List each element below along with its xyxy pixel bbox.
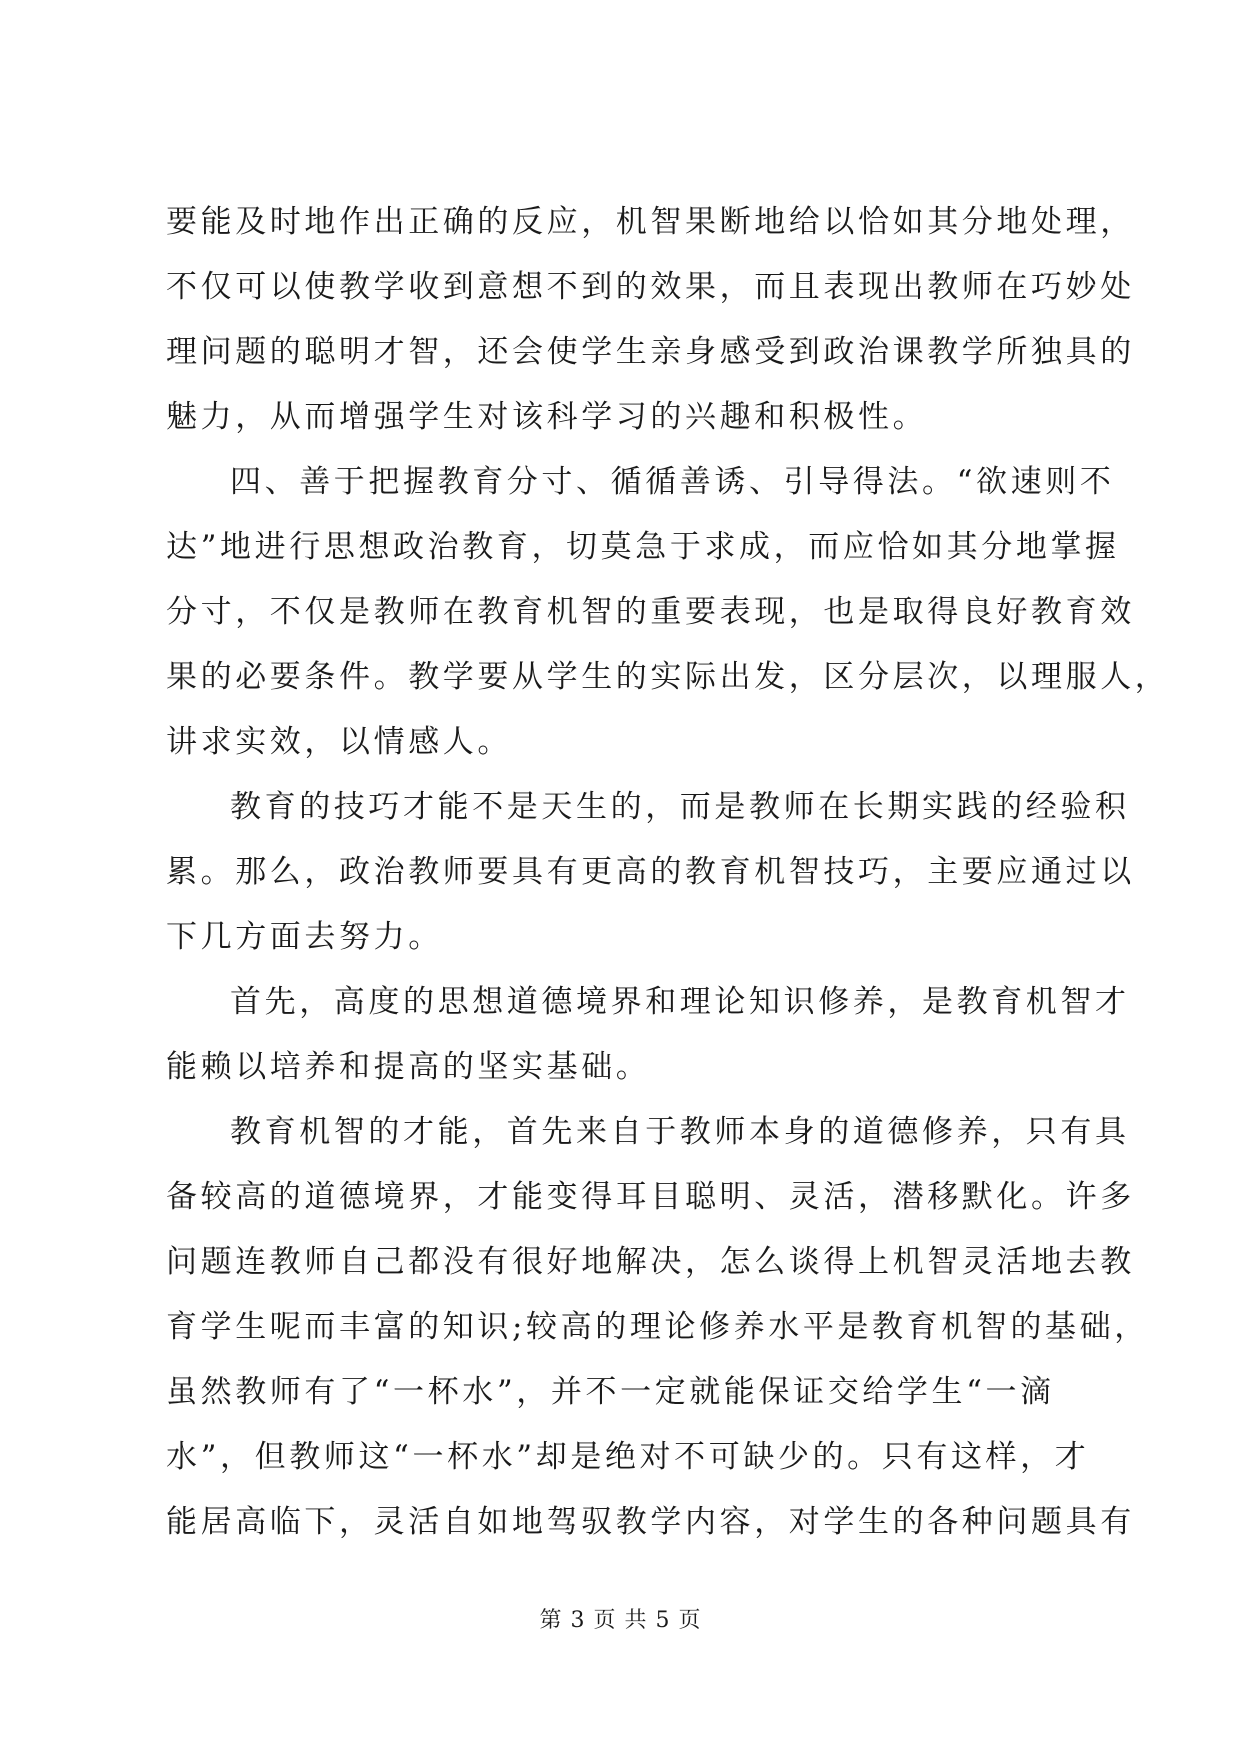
text-line: 不仅可以使教学收到意想不到的效果，而且表现出教师在巧妙处 (166, 269, 1135, 305)
text-line: 分寸，不仅是教师在教育机智的重要表现，也是取得良好教育效 (166, 594, 1135, 630)
text-line: 魅力，从而增强学生对该科学习的兴趣和积极性。 (166, 399, 928, 435)
text-line: 累。那么，政治教师要具有更高的教育机智技巧，主要应通过以 (166, 854, 1135, 890)
page-footer: 第 3 页 共 5 页 (539, 1608, 702, 1633)
text-line: 问题连教师自己都没有很好地解决，怎么谈得上机智灵活地去教 (166, 1244, 1135, 1280)
text-line: 理问题的聪明才智，还会使学生亲身感受到政治课教学所独具的 (166, 334, 1135, 370)
text-line: 能赖以培养和提高的坚实基础。 (166, 1049, 651, 1085)
text-line: 讲求实效，以情感人。 (166, 724, 512, 760)
text-line: 达”地进行思想政治教育，切莫急于求成，而应恰如其分地掌握 (166, 529, 1120, 565)
text-line: 能居高临下，灵活自如地驾驭教学内容，对学生的各种问题具有 (166, 1504, 1135, 1540)
text-line: 果的必要条件。教学要从学生的实际出发，区分层次，以理服人， (166, 659, 1170, 695)
text-line: 水”，但教师这“一杯水”却是绝对不可缺少的。只有这样，才 (166, 1439, 1090, 1475)
paragraph-first-line: 四、善于把握教育分寸、循循善诱、引导得法。“欲速则不 (230, 464, 1115, 500)
text-line: 备较高的道德境界，才能变得耳目聪明、灵活，潜移默化。许多 (166, 1179, 1135, 1215)
document-body (166, 190, 1170, 1555)
text-line: 育学生呢而丰富的知识;较高的理论修养水平是教育机智的基础， (166, 1309, 1149, 1345)
text-line: 虽然教师有了“一杯水”，并不一定就能保证交给学生“一滴 (166, 1374, 1055, 1410)
paragraph-first-line: 教育的技巧才能不是天生的，而是教师在长期实践的经验积 (230, 789, 1130, 825)
text-line: 下几方面去努力。 (166, 919, 443, 955)
text-line: 要能及时地作出正确的反应，机智果断地给以恰如其分地处理， (166, 204, 1135, 240)
paragraph-first-line: 首先，高度的思想道德境界和理论知识修养，是教育机智才 (230, 984, 1130, 1020)
paragraph-first-line: 教育机智的才能，首先来自于教师本身的道德修养，只有具 (230, 1114, 1130, 1150)
